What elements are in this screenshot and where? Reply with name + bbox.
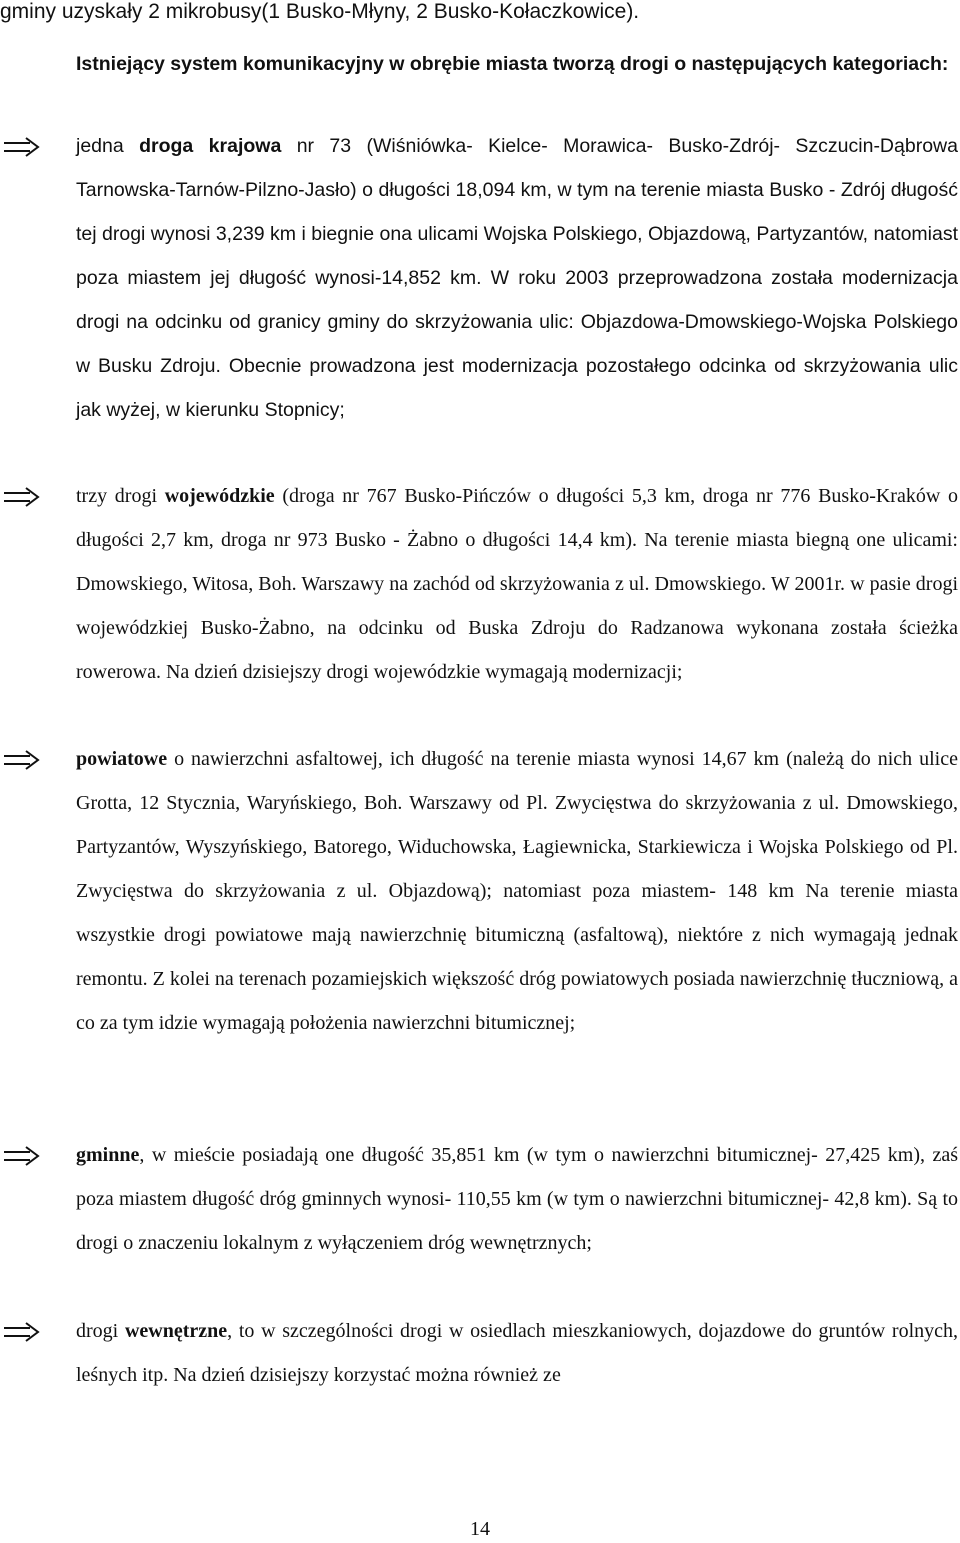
item-text-post: o nawierzchni asfaltowej, ich długość na terenie miasta wynosi 14,67 km (należą do nich ulice Grotta, 12 Stycznia, Waryńskiego, Boh. Warszawy od Pl. Zwycięstwa do skrzyżowania z ul. Dmowskiego, Partyzantów, Wyszyńskiego, Batorego, Widuchowska, Łagiewnicka, Starkiewicza i Wojska Polskiego od Pl. Zwycięstwa do skrzyżowania z ul. Objazdową); natomiast poza miastem- 148 km Na terenie miasta wszystkie drogi powiatowe mają nawierzchnię bitumiczną (asfaltową), niektóre z nich wymagają jednak remontu. Z kolei na terenach pozamiejskich większość dróg powiatowych posiada nawierzchnię tłuczniową, a co za tym idzie wymagają położenia nawierzchni bitumicznej; <box>76 748 958 1034</box>
item-text-bold: wewnętrzne <box>124 1320 228 1342</box>
item-text-pre: jedna <box>76 135 140 157</box>
item-text-post: (droga nr 767 Busko-Pińczów o długości 5,3 km, droga nr 776 Busko-Kraków o długości 2,7 km, droga nr 973 Busko - Żabno o długości 14,4 km). Na terenie miasta biegną one ulicami: Dmowskiego, Witosa, Boh. Warszawy na zachód od skrzyżowania z ul. Dmowskiego. W 2001r. w pasie drogi wojewódzkiej Busko-Żabno, na odcinku od Buska Zdroju do Radzanowa wykonana została ścieżka rowerowa. Na dzień dzisiejszy drogi wojewódzkie wymagają modernizacji; <box>76 485 958 683</box>
list-item-text <box>76 124 958 432</box>
double-right-arrow-icon <box>2 136 42 158</box>
list-item-internal-roads <box>0 1309 958 1397</box>
list-item-voivodeship-roads <box>0 474 958 694</box>
top-line-text: gminy uzyskały 2 mikrobusy(1 Busko-Młyny, 2 Busko-Kołaczkowice). <box>0 0 640 23</box>
page-number: 14 <box>470 1518 490 1540</box>
list-item-municipal-roads <box>0 1133 958 1265</box>
item-text-bold: droga krajowa <box>139 135 282 157</box>
intro-text: Istniejący system komunikacyjny w obrębie miasta tworzą drogi o następujących kategoriach: <box>76 53 949 75</box>
list-item-national-road <box>0 124 958 432</box>
double-right-arrow-icon <box>2 1145 42 1167</box>
item-text-post: nr 73 (Wiśniówka- Kielce- Morawica- Busko-Zdrój- Szczucin-Dąbrowa Tarnowska-Tarnów-Pilzno-Jasło) o długości 18,094 km, w tym na terenie miasta Busko - Zdrój długość tej drogi wynosi 3,239 km i biegnie ona ulicami Wojska Polskiego, Objazdową, Partyzantów, natomiast poza miastem jej długość wynosi-14,852 km. W roku 2003 przeprowadzona została modernizacja drogi na odcinku od granicy gminy do skrzyżowania ulic: Objazdowa-Dmowskiego-Wojska Polskiego w Busku Zdroju. Obecnie prowadzona jest modernizacja pozostałego odcinka od skrzyżowania ulic jak wyżej, w kierunku Stopnicy; <box>76 135 958 421</box>
double-right-arrow-icon <box>2 1321 42 1343</box>
item-text-bold: wojewódzkie <box>164 485 275 507</box>
list-item-text <box>76 1309 958 1397</box>
intro-paragraph <box>0 42 958 86</box>
item-text-post: , to w szczególności drogi w osiedlach mieszkaniowych, dojazdowe do gruntów rolnych, leśnych itp. Na dzień dzisiejszy korzystać można również ze <box>76 1320 959 1386</box>
item-text-pre: drogi <box>76 1320 125 1342</box>
item-text-bold: gminne <box>76 1144 140 1166</box>
item-text-post: , w mieście posiadają one długość 35,851 km (w tym o nawierzchni bitumicznej- 27,425 km), zaś poza miastem długość dróg gminnych wynosi- 110,55 km (w tym o nawierzchni bitumicznej- 42,8 km). Są to drogi o znaczeniu lokalnym z wyłączeniem dróg wewnętrznych; <box>76 1144 958 1254</box>
list-item-text <box>76 1133 958 1265</box>
list-item-text <box>76 474 958 694</box>
double-right-arrow-icon <box>2 486 42 508</box>
list-item-text <box>76 737 958 1045</box>
item-text-pre: trzy drogi <box>76 485 165 507</box>
double-right-arrow-icon <box>2 749 42 771</box>
item-text-bold: powiatowe <box>76 748 168 770</box>
list-item-county-roads <box>0 737 958 1045</box>
